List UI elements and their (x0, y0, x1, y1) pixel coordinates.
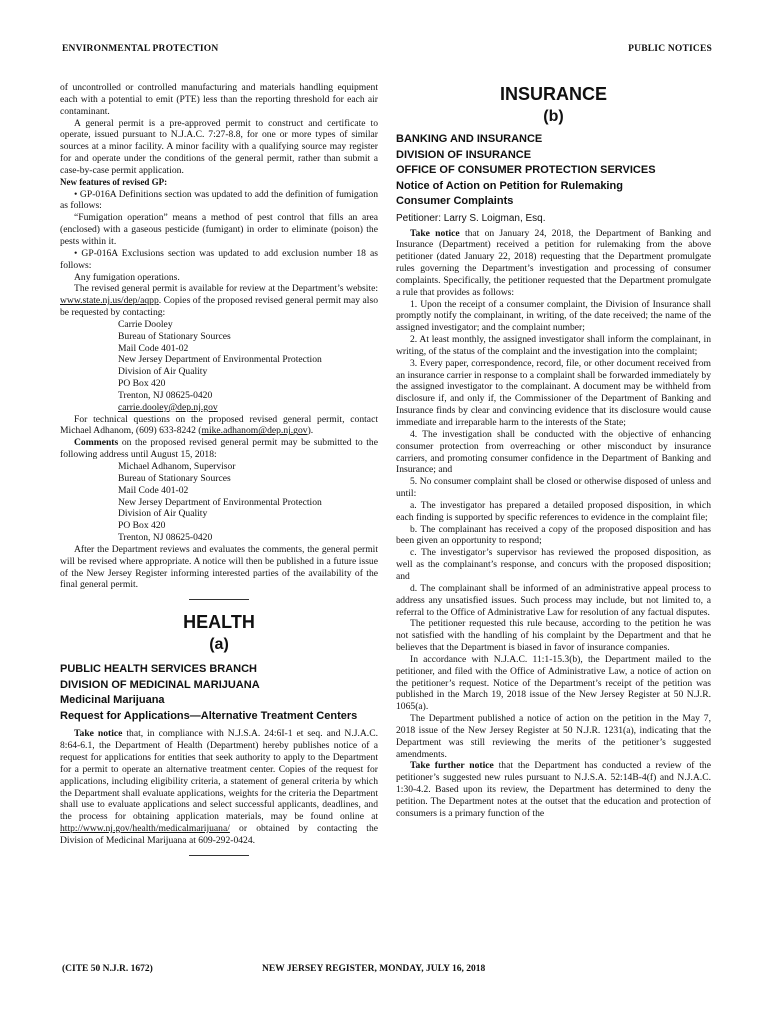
running-header-right: PUBLIC NOTICES (628, 44, 712, 54)
petitioner-line: Petitioner: Larry S. Loigman, Esq. (396, 212, 546, 224)
contact-line: Mail Code 401-02 (118, 342, 189, 354)
take-further-notice-lead: Take further notice (410, 760, 494, 772)
adhanom-email-link[interactable]: mike.adhanom@dep.nj.gov (201, 425, 308, 437)
rule-item: 4. The investigation shall be conducted with the objective of enhancing consumer protection from overreaching or other misconduct by insurance carriers, and promoting consumer confidence in the Department of Banking and Insurance; and (396, 428, 711, 476)
section-divider (189, 599, 249, 600)
rule-subitem: a. The investigator has prepared a detailed proposed disposition, in which each finding is supported by specific references to evidence in the complaint file; (396, 499, 711, 523)
contact-line: Division of Air Quality (118, 366, 208, 378)
contact-line: Bureau of Stationary Sources (118, 472, 231, 484)
notice-title: Notice of Action on Petition for Rulemaking (396, 179, 623, 192)
contact-block-dooley (60, 319, 378, 414)
availability-text-post: . Copies of the proposed revised general permit may also be requested by contacting: (60, 295, 378, 319)
rule-subitem: d. The complainant shall be informed of an administrative appeal process to address any unsatisfied issues. Such process may include, but not limited to, a referral to the Office of Administrative Law for resolution of any factual disputes. (396, 582, 711, 618)
contact-line: New Jersey Department of Environmental Protection (118, 496, 322, 508)
paragraph-technical-questions (60, 414, 378, 438)
contact-line: PO Box 420 (118, 520, 166, 532)
feature-fumigation-definition: “Fumigation operation” means a method of pest control that fills an area (enclosed) with a gaseous pesticide (fumigant) in order to eliminate (poison) the pests within it. (60, 212, 378, 247)
tech-text: For technical questions on the proposed revised general permit, contact Michael Adhanom, (609) 633-8242 ( (60, 413, 378, 437)
notice-subject: Consumer Complaints (396, 195, 514, 207)
rule-item: 3. Every paper, correspondence, record, file, or other document received from an insurance carrier in response to a complaint shall be forwarded immediately by the assigned investigator to the complainant. A document may be withheld from disclosure if, and only if, the Commissioner of the Department of Banking and Insurance finds by clear and convincing evidence that its disclosure would cause immediate and irreparable harm to the interests of the State; (396, 357, 711, 428)
agency-subject: Medicinal Marijuana (60, 694, 165, 707)
notice-title: Request for Applications—Alternative Treatment Centers (60, 709, 358, 722)
aqpp-website-link[interactable]: www.state.nj.us/dep/aqpp (60, 295, 159, 307)
agency-department: BANKING AND INSURANCE (396, 133, 543, 145)
section-title-insurance: INSURANCE (499, 84, 607, 104)
feature-exclusions: • GP-016A Exclusions section was updated to add exclusion number 18 as follows: (60, 247, 378, 271)
agency-heading-insurance (396, 132, 711, 210)
contact-line: Trenton, NJ 08625-0420 (118, 532, 213, 544)
comments-text: on the proposed revised general permit may be submitted to the following address until August 15, 2018: (60, 437, 378, 461)
paragraph-availability (60, 283, 378, 319)
agency-office: OFFICE OF CONSUMER PROTECTION SERVICES (396, 164, 656, 176)
features-heading: New features of revised GP: (60, 176, 168, 187)
feature-exclusion-18: Any fumigation operations. (74, 271, 180, 283)
agency-branch: PUBLIC HEALTH SERVICES BRANCH (60, 663, 257, 676)
left-column (60, 82, 378, 866)
paragraph-petitioner-reason: The petitioner requested this rule because, according to the petition he was not satisfied with the handling of his complaint by the Department and that he believes that the Department is biased in favor of insurance companies. (396, 618, 711, 654)
paragraph-take-notice-insurance (396, 228, 711, 299)
contact-line: PO Box 420 (118, 378, 166, 390)
paragraph-pte: of uncontrolled or controlled manufacturing and materials handling equipment each with a potential to emit (PTE) less than the reporting threshold for each air contaminant. (60, 82, 378, 117)
take-notice-lead: Take notice (410, 227, 460, 239)
take-notice-text: that on January 24, 2018, the Department of Banking and Insurance (Department) received a petition for rulemaking from the above petitioner (dated January 22, 2018) requesting that the Department promulgate rules governing the Department’s investigation and processing of consumer complaints. Specifically, the petitioner requested that the Department promulgate a rule that provides as follows: (396, 227, 711, 298)
paragraph-published: The Department published a notice of action on the petition in the May 7, 2018 issue of the New Jersey Register at 50 N.J.R. 1231(a), indicating that the Department was still reviewing the merits of the petitioner’s suggested amendments. (396, 713, 711, 760)
section-title-health: HEALTH (183, 612, 255, 633)
footer-register-date: NEW JERSEY REGISTER, MONDAY, JULY 16, 2018 (262, 964, 486, 974)
contact-line: Trenton, NJ 08625-0420 (118, 389, 213, 401)
availability-text: The revised general permit is available for review at the Department’s website: (74, 283, 378, 295)
paragraph-general-permit: A general permit is a pre-approved permit to construct and certificate to operate, issued pursuant to N.J.A.C. 7:27-8.8, for one or more types of similar sources at a minor facility. A minor facility with a qualifying source may register for and operate under the conditions of the general permit, rather than submit a case-by-case permit application. (60, 117, 378, 176)
rule-subitem: c. The investigator’s supervisor has reviewed the proposed disposition, as well as the complainant’s response, and concurs with the proposed disposition; and (396, 547, 711, 582)
rule-item: 2. At least monthly, the assigned investigator shall inform the complainant, in writing, of the status of the complaint and the investigation into the complaint; (396, 334, 711, 357)
paragraph-take-notice-health (60, 728, 378, 846)
agency-heading-health (60, 662, 378, 724)
paragraph-take-further-notice (396, 760, 711, 819)
running-header-left: ENVIRONMENTAL PROTECTION (62, 44, 219, 54)
contact-line: Mail Code 401-02 (118, 484, 189, 496)
right-column (396, 82, 711, 820)
contact-line: New Jersey Department of Environmental Protection (118, 354, 322, 366)
take-notice-text-post: or obtained by contacting the Division of Medicinal Marijuana at 609-292-0424. (60, 823, 378, 846)
medicalmarijuana-link[interactable]: http://www.nj.gov/health/medicalmarijuana/ (60, 823, 230, 835)
comments-lead: Comments (74, 437, 119, 449)
contact-line: Michael Adhanom, Supervisor (118, 461, 236, 472)
footer-citation: (CITE 50 N.J.R. 1672) (62, 964, 153, 974)
contact-line: Bureau of Stationary Sources (118, 330, 231, 342)
section-divider (189, 855, 249, 856)
agency-division: DIVISION OF INSURANCE (396, 148, 532, 161)
contact-line: Division of Air Quality (118, 508, 208, 520)
paragraph-accordance: In accordance with N.J.A.C. 11:1-15.3(b), the Department mailed to the petitioner, and filed with the Office of Administrative Law, a notice of action on the petitioner’s request. Notice of the Department’s receipt of the petition was published in the March 19, 2018 issue of the New Jersey Register at 50 N.J.R. 1065(a). (396, 653, 711, 713)
feature-definitions: • GP-016A Definitions section was updated to add the definition of fumigation as follows: (60, 188, 378, 212)
rule-item: 1. Upon the receipt of a consumer complaint, the Division of Insurance shall promptly notify the complainant, in writing, of the date received; the name of the assigned investigator; and the complaint number; (396, 298, 711, 334)
contact-line: Carrie Dooley (118, 318, 173, 330)
take-notice-text: that, in compliance with N.J.S.A. 24:6I-1 et seq. and N.J.A.C. 8:64-6.1, the Department of Health (Department) hereby publishes notice of a request for applications for entities that seek authority to apply to the Department for a permit to operate an alternative treatment center. Copies of the request for applications, including eligibility criteria, a statement of general criteria by which the Department shall evaluate applications, weights for the criteria the Department shall use to evaluate applications and select successful applicants, deadlines, and the process for obtaining application materials, may be found online at (60, 728, 378, 823)
section-letter-b: (b) (543, 108, 564, 125)
dooley-email-link[interactable]: carrie.dooley@dep.nj.gov (118, 401, 218, 413)
contact-block-adhanom (60, 461, 378, 544)
agency-division: DIVISION OF MEDICINAL MARIJUANA (60, 678, 260, 691)
take-further-notice-text: that the Department has conducted a review of the petitioner’s suggested new rules pursuant to N.J.S.A. 52:14B-4(f) and N.J.A.C. 1:30-4.2. Based upon its review, the Department has determined to deny the petition. The Department notes at the outset that the education and protection of consumers is a primary function of the (396, 760, 711, 819)
section-letter-a: (a) (209, 636, 229, 654)
paragraph-comments (60, 437, 378, 461)
rule-subitem: b. The complainant has received a copy of the proposed disposition and has been given an opportunity to respond; (396, 523, 711, 547)
rule-item: 5. No consumer complaint shall be closed or otherwise disposed of unless and until: (396, 476, 711, 500)
tech-text-post: ). (307, 425, 314, 437)
paragraph-after-review: After the Department reviews and evaluates the comments, the general permit will be revised where appropriate. A notice will then be published in a future issue of the New Jersey Register informing interested parties of the availability of the final general permit. (60, 543, 378, 591)
take-notice-lead: Take notice (74, 728, 123, 740)
